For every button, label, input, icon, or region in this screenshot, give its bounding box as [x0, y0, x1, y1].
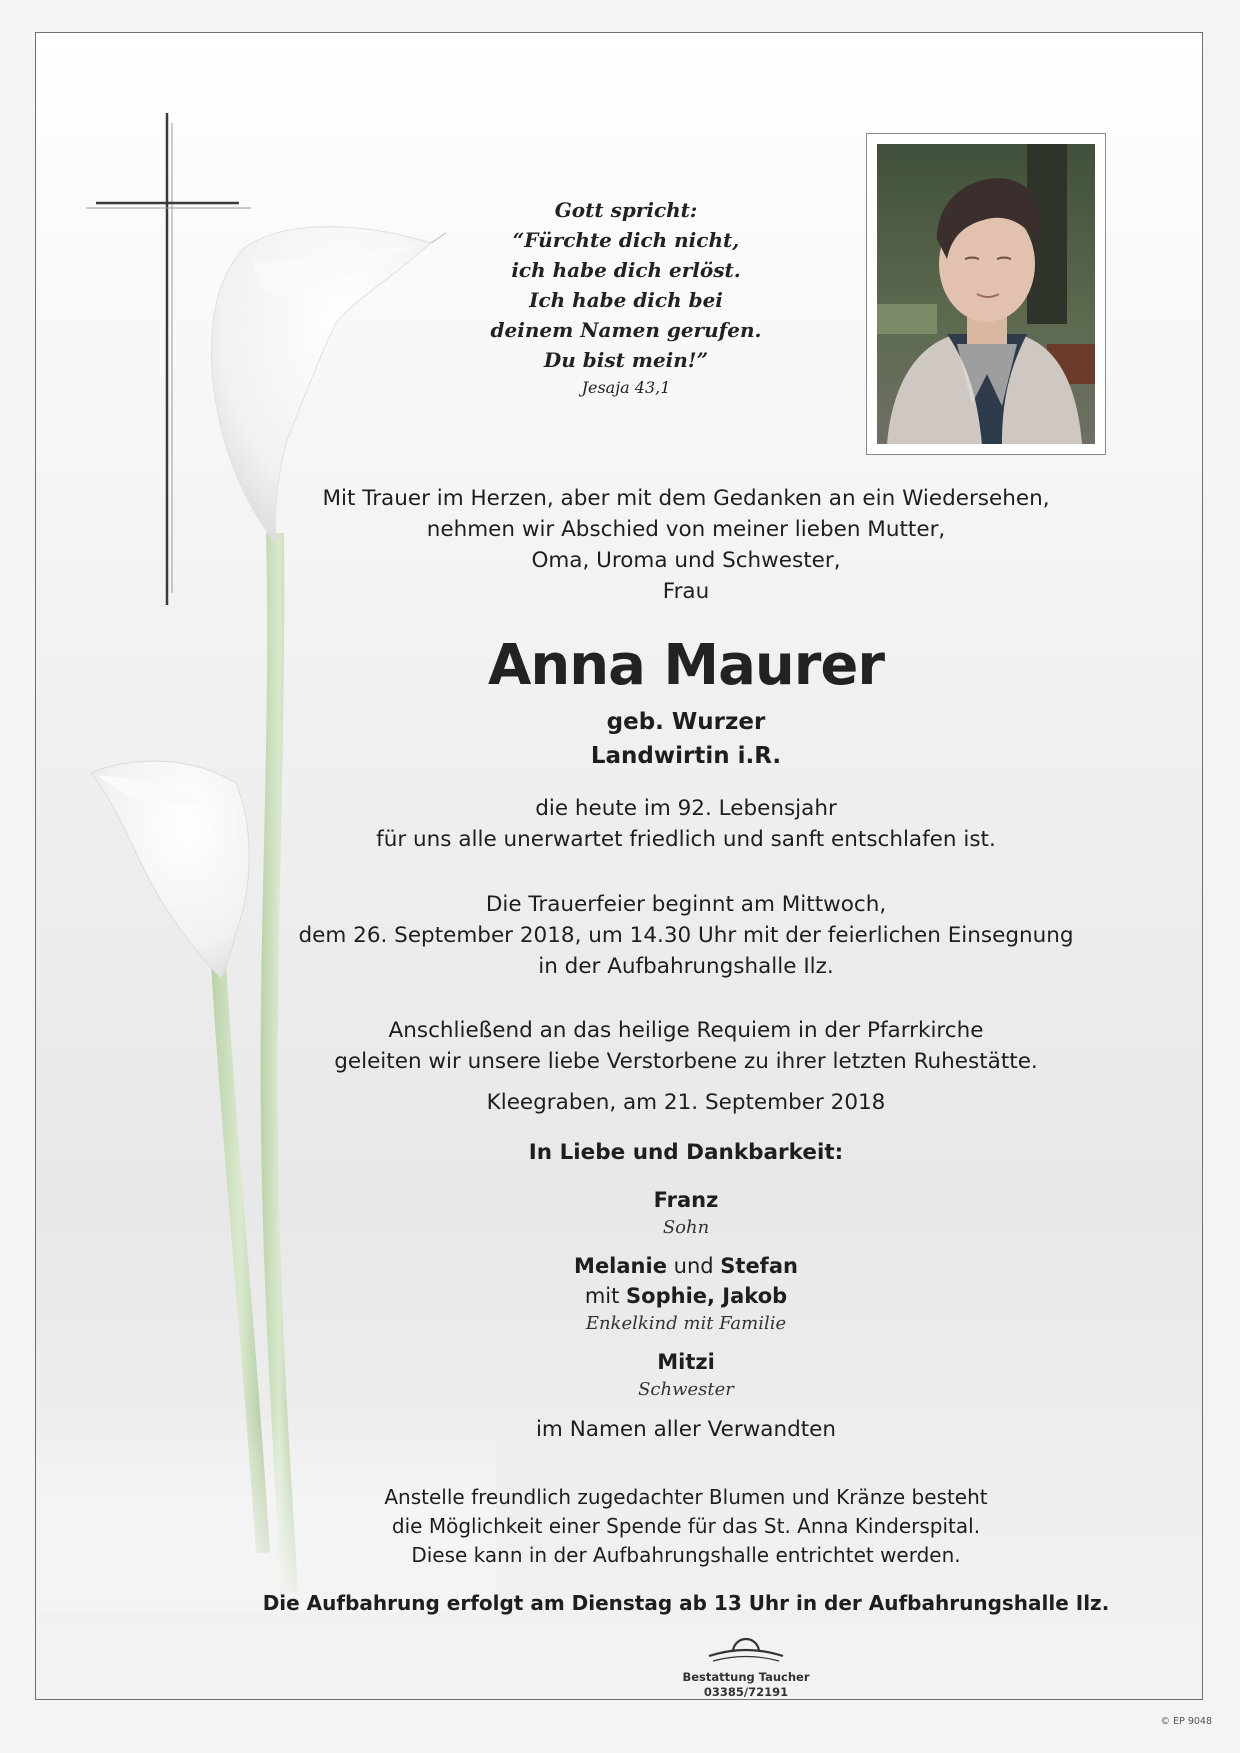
viewing-info: Die Aufbahrung erfolgt am Dienstag ab 13 Uhr in der Aufbahrungshalle Ilz.	[262, 1591, 1110, 1615]
bible-verse	[416, 195, 836, 401]
burial-line: Anschließend an das heilige Requiem in der Pfarrkirche	[388, 1018, 984, 1043]
son-name: Franz	[653, 1188, 719, 1212]
donation-line: Diese kann in der Aufbahrungshalle entrichtet werden.	[411, 1543, 961, 1567]
intro-text	[286, 483, 1086, 607]
verse-line: ich habe dich erlöst.	[511, 258, 741, 282]
burial-text	[286, 1015, 1086, 1077]
birth-name: geb. Wurzer	[606, 709, 766, 735]
place-date: Kleegraben, am 21. September 2018	[486, 1090, 886, 1115]
grandchild-with: mit	[584, 1284, 620, 1308]
undertaker-emblem-icon	[701, 1628, 791, 1664]
burial-line: geleiten wir unsere liebe Verstorbene zu ihrer letzten Ruhestätte.	[334, 1049, 1038, 1074]
obituary-sheet	[35, 32, 1203, 1700]
sister-name: Mitzi	[657, 1350, 715, 1374]
intro-line: nehmen wir Abschied von meiner lieben Mutter,	[426, 517, 946, 542]
donation-note	[286, 1483, 1086, 1570]
verse-line: Du bist mein!”	[543, 348, 709, 372]
ceremony-text	[286, 889, 1086, 982]
grandchild-role: Enkelkind mit Familie	[585, 1313, 787, 1334]
print-code: © EP 9048	[1160, 1716, 1212, 1727]
verse-line: Ich habe dich bei	[529, 288, 723, 312]
grandchild-name-1: Melanie	[574, 1254, 667, 1278]
thanks-heading: In Liebe und Dankbarkeit:	[528, 1140, 844, 1165]
family-sister	[286, 1347, 1086, 1403]
donation-line: Anstelle freundlich zugedachter Blumen und Kränze besteht	[384, 1485, 988, 1509]
undertaker-name: Bestattung Taucher	[682, 1670, 810, 1684]
passing-line: die heute im 92. Lebensjahr	[535, 796, 837, 821]
portrait-photo	[877, 144, 1095, 444]
occupation: Landwirtin i.R.	[590, 743, 782, 769]
family-son	[286, 1185, 1086, 1241]
deceased-name: Anna Maurer	[488, 633, 884, 698]
verse-reference: Jesaja 43,1	[581, 378, 671, 397]
intro-line: Mit Trauer im Herzen, aber mit dem Gedanken an ein Wiedersehen,	[322, 486, 1050, 511]
verse-line: Gott spricht:	[554, 198, 698, 222]
undertaker-logo	[656, 1628, 836, 1700]
verse-line: “Fürchte dich nicht,	[512, 228, 740, 252]
passing-line: für uns alle unerwartet friedlich und sanft entschlafen ist.	[376, 827, 996, 852]
portrait-photo-frame	[866, 133, 1106, 455]
grandchild-name-2: Stefan	[720, 1254, 798, 1278]
ceremony-line: Die Trauerfeier beginnt am Mittwoch,	[485, 892, 887, 917]
passing-text	[286, 793, 1086, 855]
sister-role: Schwester	[638, 1379, 734, 1400]
family-grandchild	[286, 1251, 1086, 1337]
intro-line: Oma, Uroma und Schwester,	[531, 548, 841, 573]
undertaker-phone: 03385/72191	[703, 1685, 789, 1699]
ceremony-line: in der Aufbahrungshalle Ilz.	[538, 954, 834, 979]
great-grandchildren: Sophie, Jakob	[626, 1284, 788, 1308]
intro-line: Frau	[662, 579, 710, 604]
donation-line: die Möglichkeit einer Spende für das St. Anna Kinderspital.	[391, 1514, 981, 1538]
verse-line: deinem Namen gerufen.	[490, 318, 762, 342]
ceremony-line: dem 26. September 2018, um 14.30 Uhr mit der feierlichen Einsegnung	[298, 923, 1074, 948]
son-role: Sohn	[662, 1217, 710, 1238]
relatives-line: im Namen aller Verwandten	[535, 1417, 837, 1442]
grandchild-conj: und	[673, 1254, 714, 1278]
